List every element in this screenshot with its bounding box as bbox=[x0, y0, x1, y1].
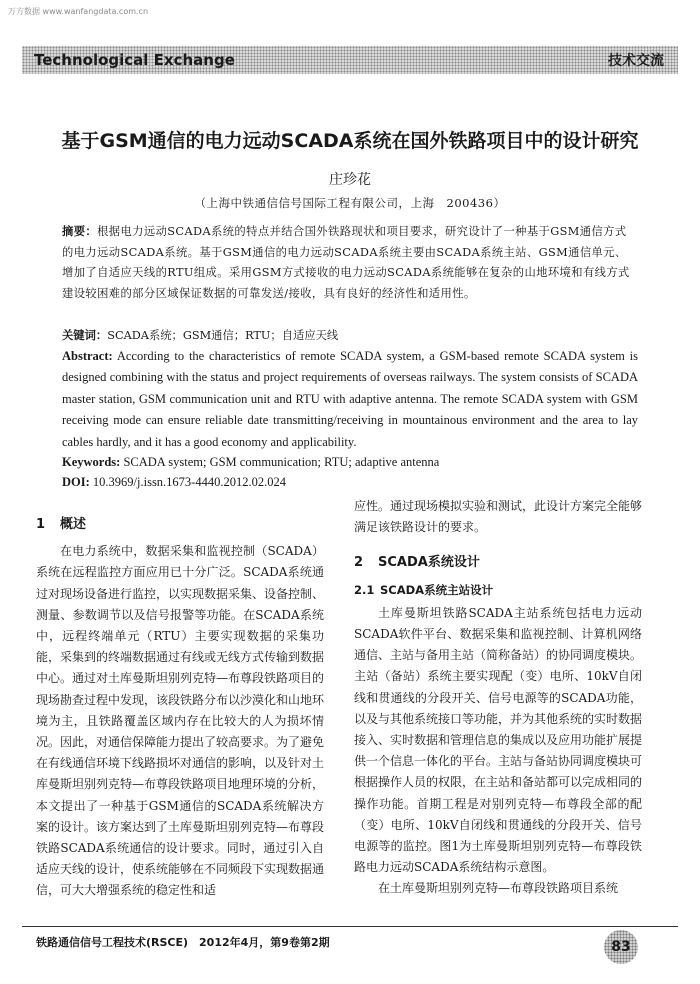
section-2-title: SCADA系统设计 bbox=[378, 555, 480, 571]
abstract-en bbox=[62, 346, 638, 453]
journal-citation: 铁路通信信号工程技术(RSCE) 2012年4月，第9卷第2期 bbox=[36, 936, 330, 949]
abstract-cn-label: 摘要： bbox=[62, 225, 98, 238]
doi-text: 10.3969/j.issn.1673-4440.2012.02.024 bbox=[92, 475, 286, 489]
section-2-1-number: 2.1 bbox=[354, 582, 375, 597]
keywords-cn bbox=[62, 326, 638, 346]
section-1-title: 概述 bbox=[60, 517, 87, 532]
right-column bbox=[354, 496, 642, 900]
keywords-cn-label: 关键词： bbox=[62, 329, 108, 342]
section-1-paragraph: 在电力系统中，数据采集和监视控制（SCADA）系统在远程监控方面应用已十分广泛。SCADA系统通过对现场设备进行监控，以实现数据采集、设备控制、测量、参数调节以及信号报警等功能。在SCADA系统中，远程终端单元（RTU）主要实现数据的采集功能，采集到的终端数据通过有线或无线方式传输到数据中心。通过对土库曼斯坦别列克特—布尊段铁路项目的现场勘查过程中发现，该段铁路分布以沙漠化和山地环境为主，且铁路覆盖区域内存在比较大的人为损坏情况。因此，对通信保障能力提出了较高要求。为了避免在有线通信环境下线路损坏对通信的影响，以及针对土库曼斯坦别列克特—布尊段铁路项目地理环境的分析，本文提出了一种基于GSM通信的SCADA系统解决方案的设计。该方案达到了土库曼斯坦别列克特—布尊段铁路SCADA系统通信的设计要求。同时，通过引入自适应天线的设计，使系统能够在不同频段下实现数据通信，可大大增强系统的稳定性和适 bbox=[36, 544, 325, 898]
doi-line bbox=[62, 472, 638, 493]
keywords-cn-text: SCADA系统；GSM通信；RTU；自适应天线 bbox=[107, 329, 339, 342]
abstract-en-text: According to the characteristics of remote SCADA system, a GSM-based remote SCADA system is designed combining with the status and project requirements of overseas railways. The system consists of SCADA master station, GSM communication unit and RTU with adaptive antenna. The remote SCADA system with GSM receiving mode can ensure reliable date transmitting/receiving in mountainous environment and the area to lay cables hardly, and it has a good economy and applicability. bbox=[62, 349, 639, 449]
keywords-en-text: SCADA system; GSM communication; RTU; adaptive antenna bbox=[123, 455, 440, 469]
section-2-1-paragraph-1: 土库曼斯坦铁路SCADA主站系统包括电力远动SCADA软件平台、数据采集和监视控制、计算机网络通信、主站与备用主站（简称备站）的协同调度模块。主站（备站）系统主要实现配（变）电所、10kV自闭线和贯通线的分段开关、信号电源等的SCADA功能，以及与其他系统接口等功能，并为其他系统的实时数据接入、实时数据和管理信息的集成以及应用功能扩展提供一个信息一体化的平台。主站与备站协同调度模块可根据操作人员的权限，在主站和备站都可以完成相同的操作功能。首期工程是对别列克特—布尊段全部的配（变）电所、10kV自闭线和贯通线的分段开关、信号电源等的监控。图1为土库曼斯坦别列克特—布尊段铁路电力远动SCADA系统结构示意图。 bbox=[354, 605, 643, 875]
section-2-1-paragraph-2: 在土库曼斯坦别列克特—布尊段铁路项目系统 bbox=[378, 881, 619, 896]
section-1-number: 1 bbox=[36, 517, 46, 532]
section-2-1-heading bbox=[354, 580, 642, 601]
page-number-badge: 83 bbox=[604, 930, 638, 964]
author-affiliation: （上海中铁通信信号国际工程有限公司，上海 200436） bbox=[194, 196, 506, 210]
abstract-en-label: Abstract: bbox=[62, 349, 113, 363]
section-1-continuation: 应性。通过现场模拟实验和测试，此设计方案完全能够满足该铁路设计的要求。 bbox=[354, 499, 643, 535]
keywords-en bbox=[62, 452, 638, 473]
section-2-heading bbox=[354, 552, 642, 573]
section-2-number: 2 bbox=[354, 555, 364, 571]
doi-label: DOI: bbox=[62, 475, 90, 489]
abstract-cn-text: 根据电力远动SCADA系统的特点并结合国外铁路现状和项目要求，研究设计了一种基于GSM通信方式的电力远动SCADA系统。基于GSM通信的电力远动SCADA系统主要由SCADA系统主站、GSM通信单元、增加了自适应天线的RTU组成。采用GSM方式接收的电力远动SCADA系统能够在复杂的山地环境和有线方式建设较困难的部分区域保证数据的可靠发送/接收，具有良好的经济性和适用性。 bbox=[62, 225, 630, 300]
paper-title: 基于GSM通信的电力远动SCADA系统在国外铁路项目中的设计研究 bbox=[61, 130, 639, 152]
section-1-heading bbox=[36, 514, 324, 535]
header-banner bbox=[22, 46, 678, 74]
keywords-en-label: Keywords: bbox=[62, 455, 121, 469]
watermark-text: 万方数据 www.wanfangdata.com.cn bbox=[8, 7, 149, 16]
footer-divider bbox=[22, 926, 678, 927]
header-left-label: Technological Exchange bbox=[34, 51, 235, 69]
abstract-cn bbox=[62, 222, 638, 304]
author-name: 庄珍花 bbox=[329, 172, 371, 188]
left-column bbox=[36, 500, 324, 902]
section-2-1-title: SCADA系统主站设计 bbox=[380, 582, 494, 597]
header-right-label: 技术交流 bbox=[608, 53, 664, 69]
